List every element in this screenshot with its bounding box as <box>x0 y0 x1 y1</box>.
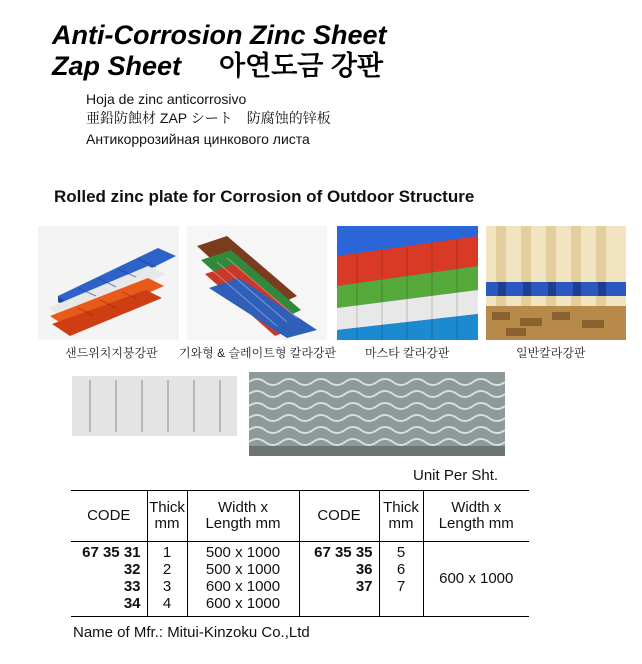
size-item: 600 x 1000 <box>439 569 514 587</box>
right-code-cell <box>299 542 379 617</box>
code-item: 67 35 31 <box>82 544 141 561</box>
section-heading: Rolled zinc plate for Corrosion of Outdoor Structure <box>54 187 475 206</box>
unit-label: Unit Per Sht. <box>413 467 499 484</box>
sub-title-korean: 아연도금 강판 <box>219 51 384 81</box>
code-item: 37 <box>355 578 373 595</box>
spec-table <box>71 490 529 617</box>
subtitle-russian: Антикоррозийная цинкового листа <box>86 131 310 147</box>
code-item: 32 <box>123 561 141 578</box>
size-item: 500 x 1000 <box>205 544 281 561</box>
header-code-right: CODE <box>299 491 379 542</box>
general-color-panel-image <box>486 226 626 340</box>
right-size-cell <box>423 542 529 617</box>
corrugated-zinc-stack-image <box>249 372 505 456</box>
subtitle-japanese-chinese: 亜鉛防蝕材 ZAP シート 防腐蚀的锌板 <box>86 110 331 126</box>
right-thick-cell <box>379 542 423 617</box>
thick-item: 7 <box>396 578 406 595</box>
tile-slate-panel-image <box>187 226 327 340</box>
caption-tile-slate: 기와형 & 슬레이트형 칼라강판 <box>179 346 337 360</box>
left-size-cell <box>187 542 299 617</box>
header-width-left: Width x Length mm <box>187 491 299 542</box>
sub-title-english: Zap Sheet <box>52 51 182 81</box>
header-width-right: Width x Length mm <box>423 491 529 542</box>
thick-item: 1 <box>162 544 172 561</box>
thick-item: 3 <box>162 578 172 595</box>
code-item: 34 <box>123 595 141 612</box>
manufacturer-note: Name of Mfr.: Mitui-Kinzoku Co.,Ltd <box>73 624 310 641</box>
size-item: 600 x 1000 <box>205 578 281 595</box>
thick-item: 4 <box>162 595 172 612</box>
thick-item: 6 <box>396 561 406 578</box>
table-header-row <box>71 491 529 542</box>
left-code-cell <box>71 542 147 617</box>
code-item: 36 <box>355 561 373 578</box>
master-color-panel-image <box>337 226 478 340</box>
code-item: 67 35 35 <box>314 544 373 561</box>
size-item: 500 x 1000 <box>205 561 281 578</box>
caption-master: 마스타 칼라강판 <box>365 346 450 360</box>
size-item: 600 x 1000 <box>205 595 281 612</box>
main-title: Anti-Corrosion Zinc Sheet <box>52 20 387 50</box>
table-row <box>71 542 529 617</box>
header-thick-left: Thick mm <box>147 491 187 542</box>
caption-general: 일반칼라강판 <box>516 346 586 360</box>
sandwich-roof-panel-image <box>38 226 179 340</box>
thick-item: 2 <box>162 561 172 578</box>
header-thick-right: Thick mm <box>379 491 423 542</box>
caption-sandwich: 샌드위치지붕강판 <box>65 346 158 360</box>
grey-zinc-sheet-image <box>72 376 237 436</box>
thick-item: 5 <box>396 544 406 561</box>
subtitle-spanish: Hoja de zinc anticorrosivo <box>86 91 247 107</box>
sub-title-line <box>52 51 383 81</box>
header-code-left: CODE <box>71 491 147 542</box>
code-item: 33 <box>123 578 141 595</box>
left-thick-cell <box>147 542 187 617</box>
